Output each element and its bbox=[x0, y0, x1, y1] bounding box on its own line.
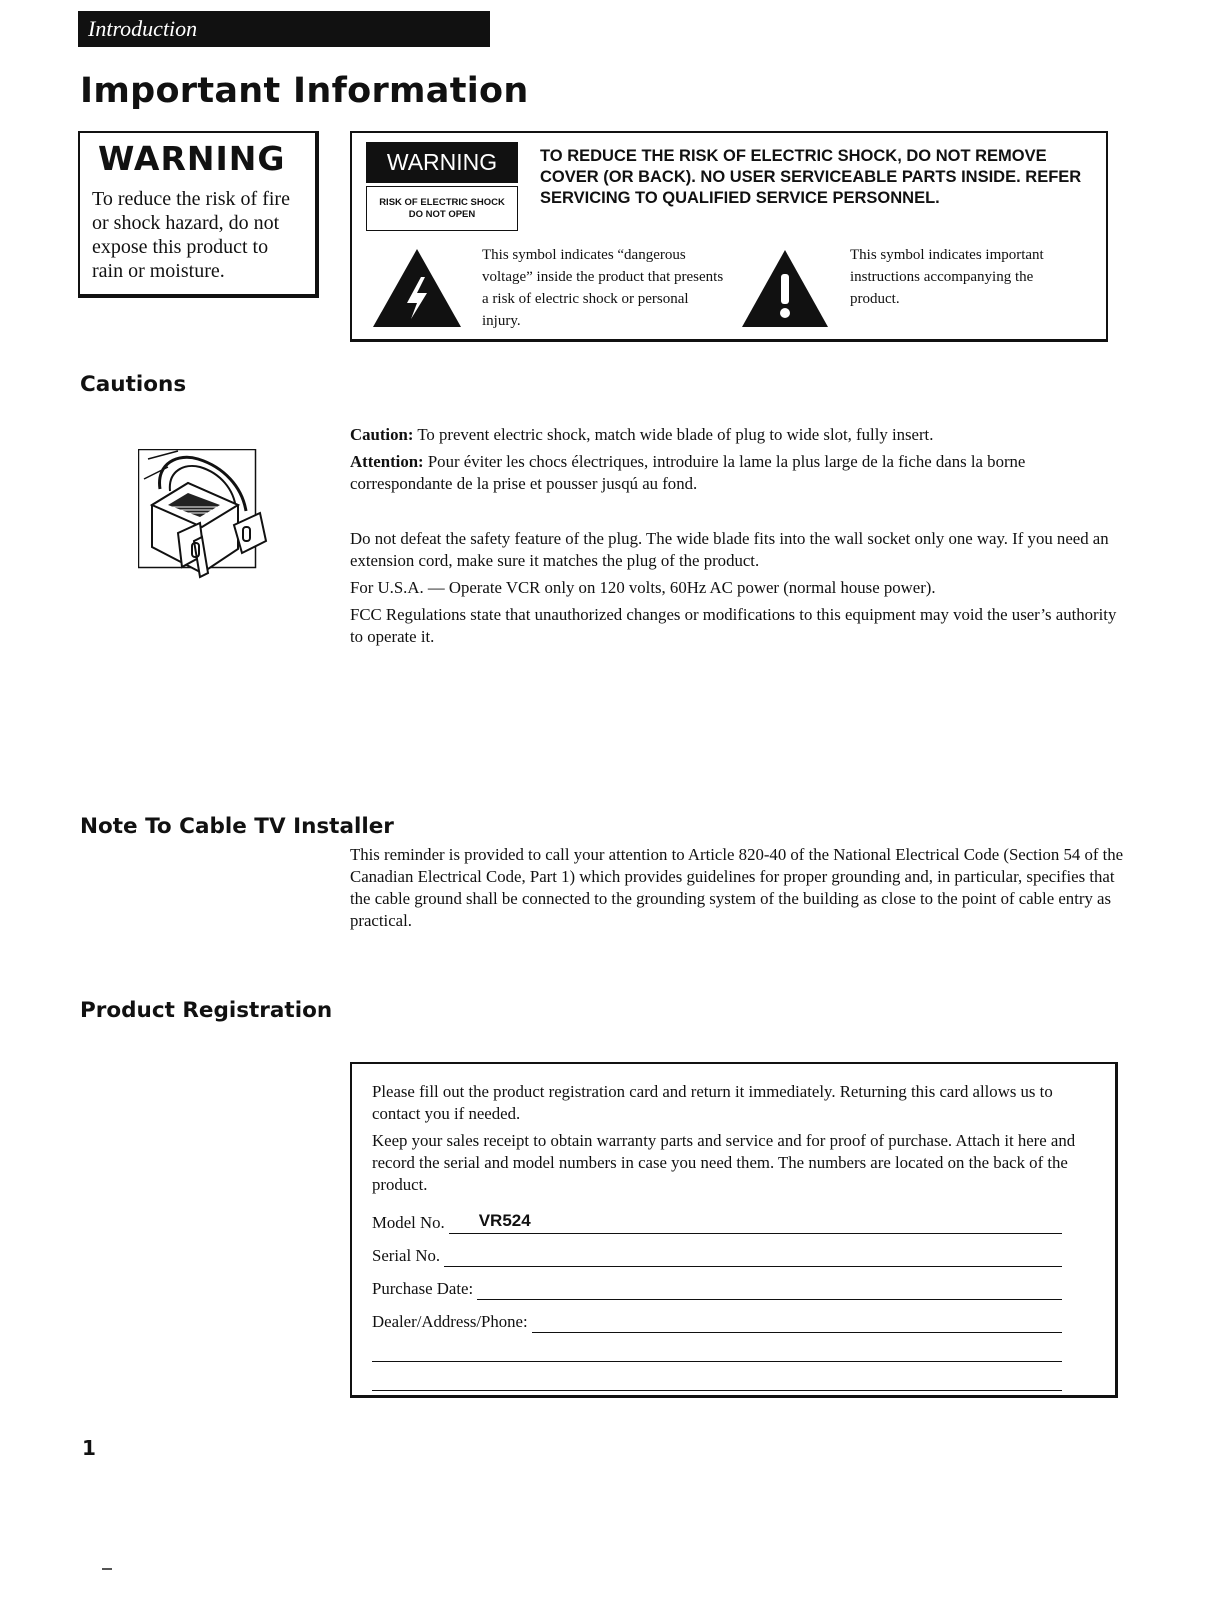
attention-text: Pour éviter les chocs électriques, introduire la lame la plus large de la fiche dans la borne correspondante de la prise et pousser jusqú au fond. bbox=[350, 452, 1026, 493]
shock-warning-label: WARNING bbox=[366, 142, 518, 183]
serial-number-row bbox=[372, 1234, 1062, 1267]
serial-number-label: Serial No. bbox=[372, 1246, 441, 1265]
risk-of-shock-label bbox=[366, 186, 518, 231]
caution-text: To prevent electric shock, match wide blade of plug to wide slot, fully insert. bbox=[417, 425, 934, 444]
plug-illustration-icon bbox=[138, 449, 270, 579]
dealer-field[interactable] bbox=[532, 1312, 1062, 1333]
registration-paragraph-1: Please fill out the product registration card and return it immediately. Returning this card allows us to contact you if needed. bbox=[372, 1082, 1053, 1123]
cable-note-text: This reminder is provided to call your attention to Article 820-40 of the National Electrical Code (Section 54 of the Canadian Electrical Code, Part 1) which provides guidelines for proper grounding and, in particular, specifies that the cable ground shall be connected to the grounding system of the building as close to the point of cable entry as practical. bbox=[350, 845, 1124, 930]
power-requirement-paragraph: For U.S.A. — Operate VCR only on 120 volts, 60Hz AC power (normal house power). bbox=[350, 578, 936, 597]
purchase-date-row bbox=[372, 1267, 1062, 1300]
model-number-row bbox=[372, 1201, 1062, 1234]
attention-line bbox=[350, 451, 1120, 495]
risk-line-1: RISK OF ELECTRIC SHOCK bbox=[379, 197, 505, 208]
dealer-row bbox=[372, 1300, 1062, 1333]
attention-label: Attention: bbox=[350, 452, 424, 471]
plug-safety-paragraph: Do not defeat the safety feature of the plug. The wide blade fits into the wall socket only one way. If you need an extension cord, make sure it matches the plug of the product. bbox=[350, 529, 1109, 570]
page-number: 1 bbox=[82, 1436, 96, 1460]
serial-number-field[interactable] bbox=[444, 1246, 1062, 1267]
registration-heading: Product Registration bbox=[80, 998, 333, 1023]
caution-line bbox=[350, 424, 1120, 446]
dealer-label: Dealer/Address/Phone: bbox=[372, 1312, 528, 1331]
fire-warning-text: To reduce the risk of fire or shock hazard, do not expose this product to rain or moisture. bbox=[92, 188, 290, 282]
cautions-heading: Cautions bbox=[80, 372, 187, 397]
caution-label: Caution: bbox=[350, 425, 414, 444]
registration-box bbox=[350, 1062, 1118, 1398]
high-voltage-triangle-icon bbox=[373, 249, 461, 327]
exclamation-triangle-icon bbox=[742, 250, 828, 327]
important-symbol-text: This symbol indicates important instructions accompanying the product. bbox=[850, 247, 1044, 307]
purchase-date-field[interactable] bbox=[477, 1279, 1062, 1300]
model-number-field[interactable] bbox=[449, 1213, 1062, 1234]
plug-safety-text-block bbox=[350, 528, 1125, 653]
registration-paragraph-2: Keep your sales receipt to obtain warranty parts and service and for proof of purchase. Attach it here and record the serial and model numbers in case you need them. The numbers are located on the back of the product. bbox=[372, 1131, 1076, 1194]
purchase-date-label: Purchase Date: bbox=[372, 1279, 474, 1298]
dealer-line-2[interactable] bbox=[372, 1333, 1062, 1362]
model-number-label: Model No. bbox=[372, 1213, 445, 1232]
section-tag: Introduction bbox=[78, 11, 490, 47]
risk-line-2: DO NOT OPEN bbox=[408, 209, 476, 220]
voltage-symbol-text: This symbol indicates “dangerous voltage” inside the product that presents a risk of electric shock or personal injury. bbox=[482, 247, 724, 329]
cautions-text-block bbox=[350, 424, 1120, 500]
fcc-paragraph: FCC Regulations state that unauthorized changes or modifications to this equipment may void the user’s authority to operate it. bbox=[350, 605, 1117, 646]
cable-note-heading: Note To Cable TV Installer bbox=[80, 814, 394, 839]
fire-warning-heading: WARNING bbox=[98, 139, 286, 178]
model-number-value: VR524 bbox=[478, 1211, 531, 1230]
dealer-line-3[interactable] bbox=[372, 1362, 1062, 1391]
page-mark bbox=[102, 1568, 112, 1570]
fire-warning-box bbox=[78, 131, 319, 298]
shock-statement: TO REDUCE THE RISK OF ELECTRIC SHOCK, DO NOT REMOVE COVER (OR BACK). NO USER SERVICEABLE PARTS INSIDE. REFER SERVICING TO QUALIFIED SERVICE PERSONNEL. bbox=[540, 147, 1082, 207]
page-title: Important Information bbox=[80, 71, 529, 111]
